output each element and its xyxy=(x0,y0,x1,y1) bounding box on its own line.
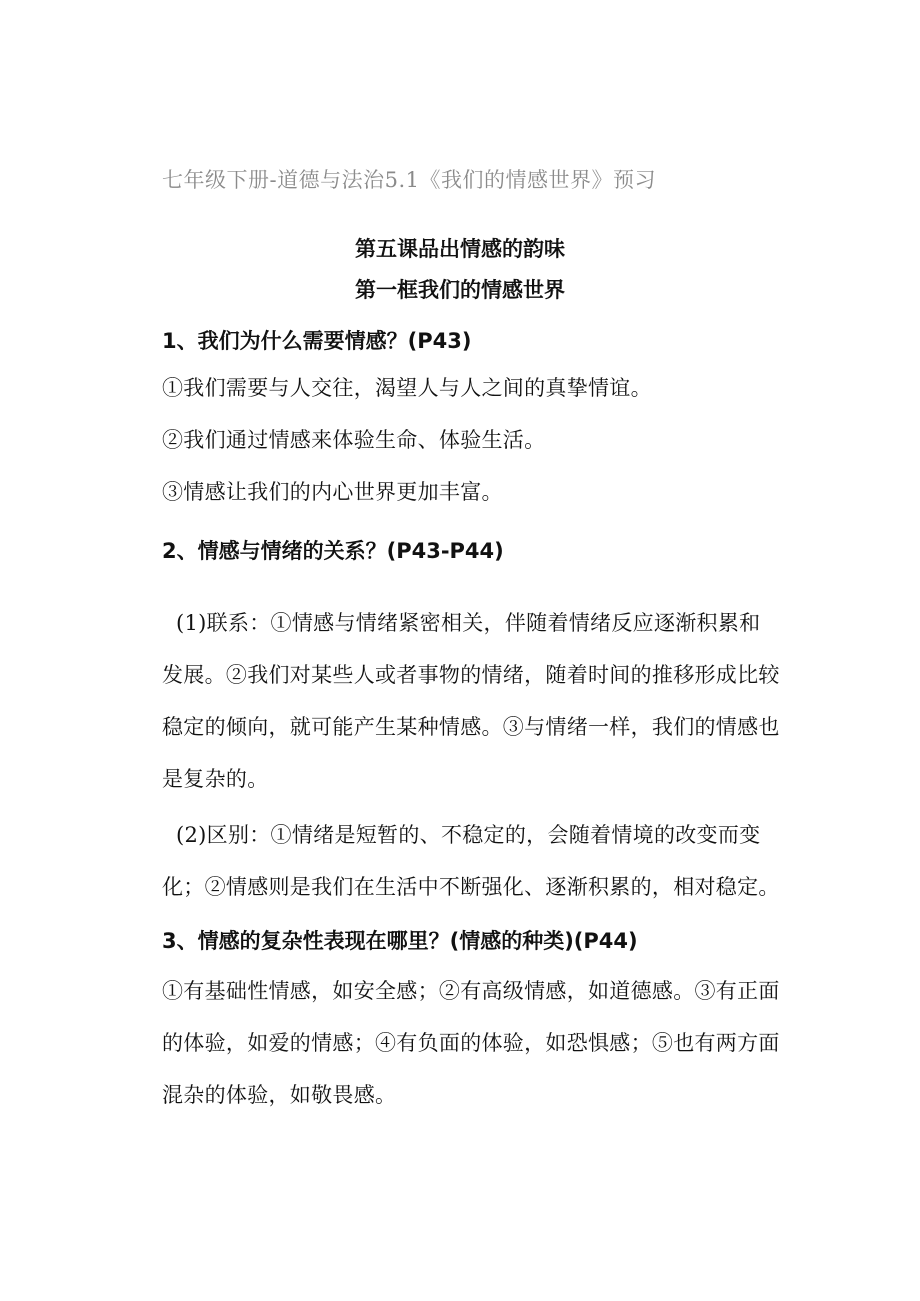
question-2-answer-line: 稳定的倾向，就可能产生某种情感。③与情绪一样，我们的情感也 xyxy=(162,715,780,739)
question-2-answer-line: 是复杂的。 xyxy=(162,767,269,791)
lesson-title: 第五课品出情感的韵味 xyxy=(355,237,565,261)
question-1-answer-line: ①我们需要与人交往，渴望人与人之间的真挚情谊。 xyxy=(162,376,652,400)
question-1-answer-line: ③情感让我们的内心世界更加丰富。 xyxy=(162,480,503,504)
document-title: 七年级下册-道德与法治5.1《我们的情感世界》预习 xyxy=(162,168,656,192)
question-1-answer-line: ②我们通过情感来体验生命、体验生活。 xyxy=(162,428,546,452)
question-3-answer-line: 混杂的体验，如敬畏感。 xyxy=(162,1083,397,1107)
section-title: 第一框我们的情感世界 xyxy=(355,278,565,302)
question-2-answer-line: 化；②情感则是我们在生活中不断强化、逐渐积累的，相对稳定。 xyxy=(162,875,780,899)
question-2-answer-line: (2)区别：①情绪是短暂的、不稳定的，会随着情境的改变而变 xyxy=(176,823,761,847)
question-3-answer-line: ①有基础性情感，如安全感；②有高级情感，如道德感。③有正面 xyxy=(162,979,780,1003)
question-1-heading: 1、我们为什么需要情感？(P43) xyxy=(162,329,472,353)
question-2-answer-line: 发展。②我们对某些人或者事物的情绪，随着时间的推移形成比较 xyxy=(162,663,780,687)
question-2-heading: 2、情感与情绪的关系？(P43-P44) xyxy=(162,539,504,563)
question-2-answer-line: (1)联系：①情感与情绪紧密相关，伴随着情绪反应逐渐积累和 xyxy=(176,611,761,635)
question-3-heading: 3、情感的复杂性表现在哪里？(情感的种类)(P44) xyxy=(162,929,638,953)
question-3-answer-line: 的体验，如爱的情感；④有负面的体验，如恐惧感；⑤也有两方面 xyxy=(162,1031,780,1055)
